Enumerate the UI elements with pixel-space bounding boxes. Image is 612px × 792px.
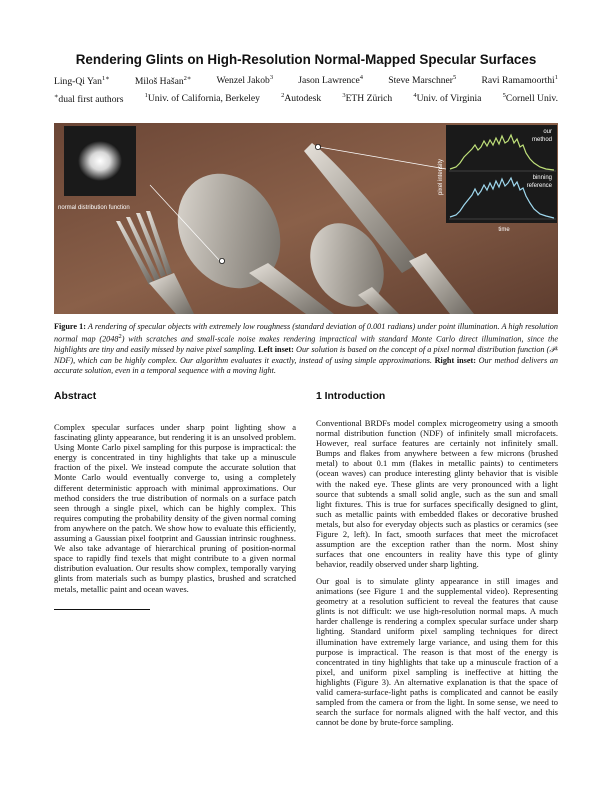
intensity-inset-ylabel: pixel intensity xyxy=(438,158,444,195)
affiliation-mark: 3 xyxy=(342,92,346,99)
author-name-text: Steve Marschner xyxy=(388,75,453,87)
author-affiliation-mark: 1 xyxy=(554,74,558,81)
intensity-inset-xlabel: time xyxy=(498,227,510,233)
ndf-inset-glow xyxy=(78,141,122,181)
introduction-paragraph-1: Conventional BRDFs model complex microgeometry using a smooth normal distribution function (NDF) of infinitely small microfacets. However, real surface features are certainly not infinitely small. Bumps and flakes from anywhere between a few microns (brushed metal) to about 0.1 mm (flakes in metallic paints) to centimeters (ocean waves) can produce interesting glinty behavior that is visible with the naked eye. These glints are very pronounced with a light source that subtends a small solid angle, such as the sun and small light fixtures. This is true for surfaces specifically designed to glint, such as metallic paints with embedded flakes or decorative brushed metals, but also for everyday objects such as plastics or ceramics (see Figure 2, left). In fact, smooth surfaces that meet the microfacet assumption are the exception rather than the norm. Most shiny surfaces that one encounters in reality have this type of glinty behavior, readily observed under sharp lighting. xyxy=(316,418,558,570)
caption-left-label: Left inset: xyxy=(258,345,294,355)
caption-right-text: Our method delivers an accurate solution, even in a temporal sequence with a moving light. xyxy=(54,355,558,375)
author-name-text: Jason Lawrence xyxy=(298,75,360,87)
affiliation xyxy=(413,92,481,105)
author-name xyxy=(388,74,456,87)
affiliation-text: Univ. of Virginia xyxy=(416,93,482,105)
teaser-figure-image xyxy=(54,123,558,314)
intensity-top-label-2: method xyxy=(531,137,552,143)
author-list xyxy=(54,74,558,87)
affiliation-mark: 2 xyxy=(281,92,285,99)
caption-text-1: A rendering of specular objects with extremely low roughness (standard deviation of 0.001 radians) under point illumination. A high resolution normal map (2048 xyxy=(54,322,558,345)
affiliation xyxy=(503,92,558,105)
introduction-paragraph-2: Our goal is to simulate glinty appearance in still images and animations (see Figure 1 and the supplemental video). Representing geometry at a resolution sufficient to reveal the features that cause glints is not difficult: we use high-resolution normal maps. A much harder challenge is rendering a complex specular surface under sharp lighting. Standard uniform pixel sampling techniques for direct illumination have extremely large variance, and using them for this purpose is impractical. The reason is that most of the energy is concentrated in tiny highlights that take up a minuscule fraction of a pixel, and uniform pixel sampling is ineffective at hitting the highlights (Figure 3). An alternative explanation is that the space of valid camera-surface-light paths is complicated and cannot be easily sampled from the camera or from the light. In some sense, we need to search the surface for normals aligned with the half vector, and this cannot be done by brute-force sampling. xyxy=(316,576,558,728)
author-affiliation-mark: 5 xyxy=(453,74,457,81)
author-name xyxy=(217,74,274,87)
author-name xyxy=(135,74,191,87)
affiliation-mark: 5 xyxy=(502,92,506,99)
caption-sup: 2 xyxy=(118,333,122,341)
author-name xyxy=(54,74,110,87)
affiliation-text: Cornell Univ. xyxy=(505,93,558,105)
introduction-heading: 1 Introduction xyxy=(316,391,386,402)
footnote-rule xyxy=(54,609,150,610)
intensity-pixel-marker xyxy=(315,144,320,149)
author-name-text: Miloš Hašan xyxy=(134,76,184,88)
author-name-text: Ravi Ramamoorthi xyxy=(481,75,555,87)
caption-left-text: Our solution is based on the concept of a pixel normal distribution function (𝒫-NDF), which can be highly complex. Our algorithm evaluates it exactly, instead of using simple approximations. xyxy=(54,345,558,365)
affiliation-mark: 4 xyxy=(413,92,417,99)
affiliation-mark: 1 xyxy=(144,92,148,99)
caption-right-label: Right inset: xyxy=(434,355,476,365)
affiliation-list xyxy=(54,92,558,105)
affiliation-text: Autodesk xyxy=(284,93,322,105)
affiliation-text: Univ. of California, Berkeley xyxy=(147,93,260,105)
abstract-text: Complex specular surfaces under sharp point lighting show a fascinating glinty appearance, but rendering it is an unsolved problem. Using Monte Carlo pixel sampling for this purpose is impractical: the energy is concentrated in tiny highlights that take up a minuscule fraction of the pixel. We instead compute the accurate solution that Monte Carlo would eventually converge to, using a completely different deterministic approach with minimal approximations. Our method considers the true distribution of normals on a surface patch seen through a single pixel, which can be highly complex. This requires computing the probability density of the given normal coming from anywhere on the patch. We show how to evaluate this efficiently, assuming a Gaussian pixel footprint and Gaussian intrinsic roughness. We also take advantage of hierarchical pruning of position-normal space to rapidly find texels that might contribute to a given normal distribution evaluation. Our results show complex, temporally varying glints from materials such as bumpy plastics, brushed and scratched metals, metallic paint and ocean waves. xyxy=(54,422,296,594)
ndf-pixel-marker xyxy=(219,258,224,263)
author-affiliation-mark: 3 xyxy=(269,74,274,81)
ndf-inset-label: normal distribution function xyxy=(58,205,130,211)
author-name-text: Ling-Qi Yan xyxy=(54,76,102,88)
intensity-top-label-1: our xyxy=(543,129,552,135)
author-name-text: Wenzel Jakob xyxy=(216,75,270,87)
teaser-figure xyxy=(54,123,558,314)
affiliation-text: ETH Zürich xyxy=(345,93,393,105)
author-affiliation-mark: 1∗ xyxy=(101,75,110,82)
affiliation xyxy=(54,92,123,105)
affiliation xyxy=(145,92,260,105)
abstract-heading: Abstract xyxy=(54,391,97,402)
affiliation xyxy=(281,92,321,105)
figure-caption xyxy=(54,322,558,376)
author-name xyxy=(481,74,558,87)
affiliation xyxy=(342,92,392,105)
intensity-bottom-label-2: reference xyxy=(526,183,552,189)
intensity-bottom-label-1: binning xyxy=(532,175,552,181)
author-name xyxy=(298,74,363,87)
caption-text-2: ) with scratches and small-scale noise makes rendering impractical with standard Monte Carlo direct illumination, since the highlights are tiny and easily missed by naive pixel sampling. xyxy=(54,335,558,355)
caption-label: Figure 1: xyxy=(54,322,86,331)
author-affiliation-mark: 2∗ xyxy=(183,75,192,82)
affiliation-text: dual first authors xyxy=(58,94,124,106)
paper-title: Rendering Glints on High-Resolution Normal-Mapped Specular Surfaces xyxy=(75,52,537,67)
author-affiliation-mark: 4 xyxy=(359,74,364,81)
affiliation-mark: ∗ xyxy=(54,93,59,100)
